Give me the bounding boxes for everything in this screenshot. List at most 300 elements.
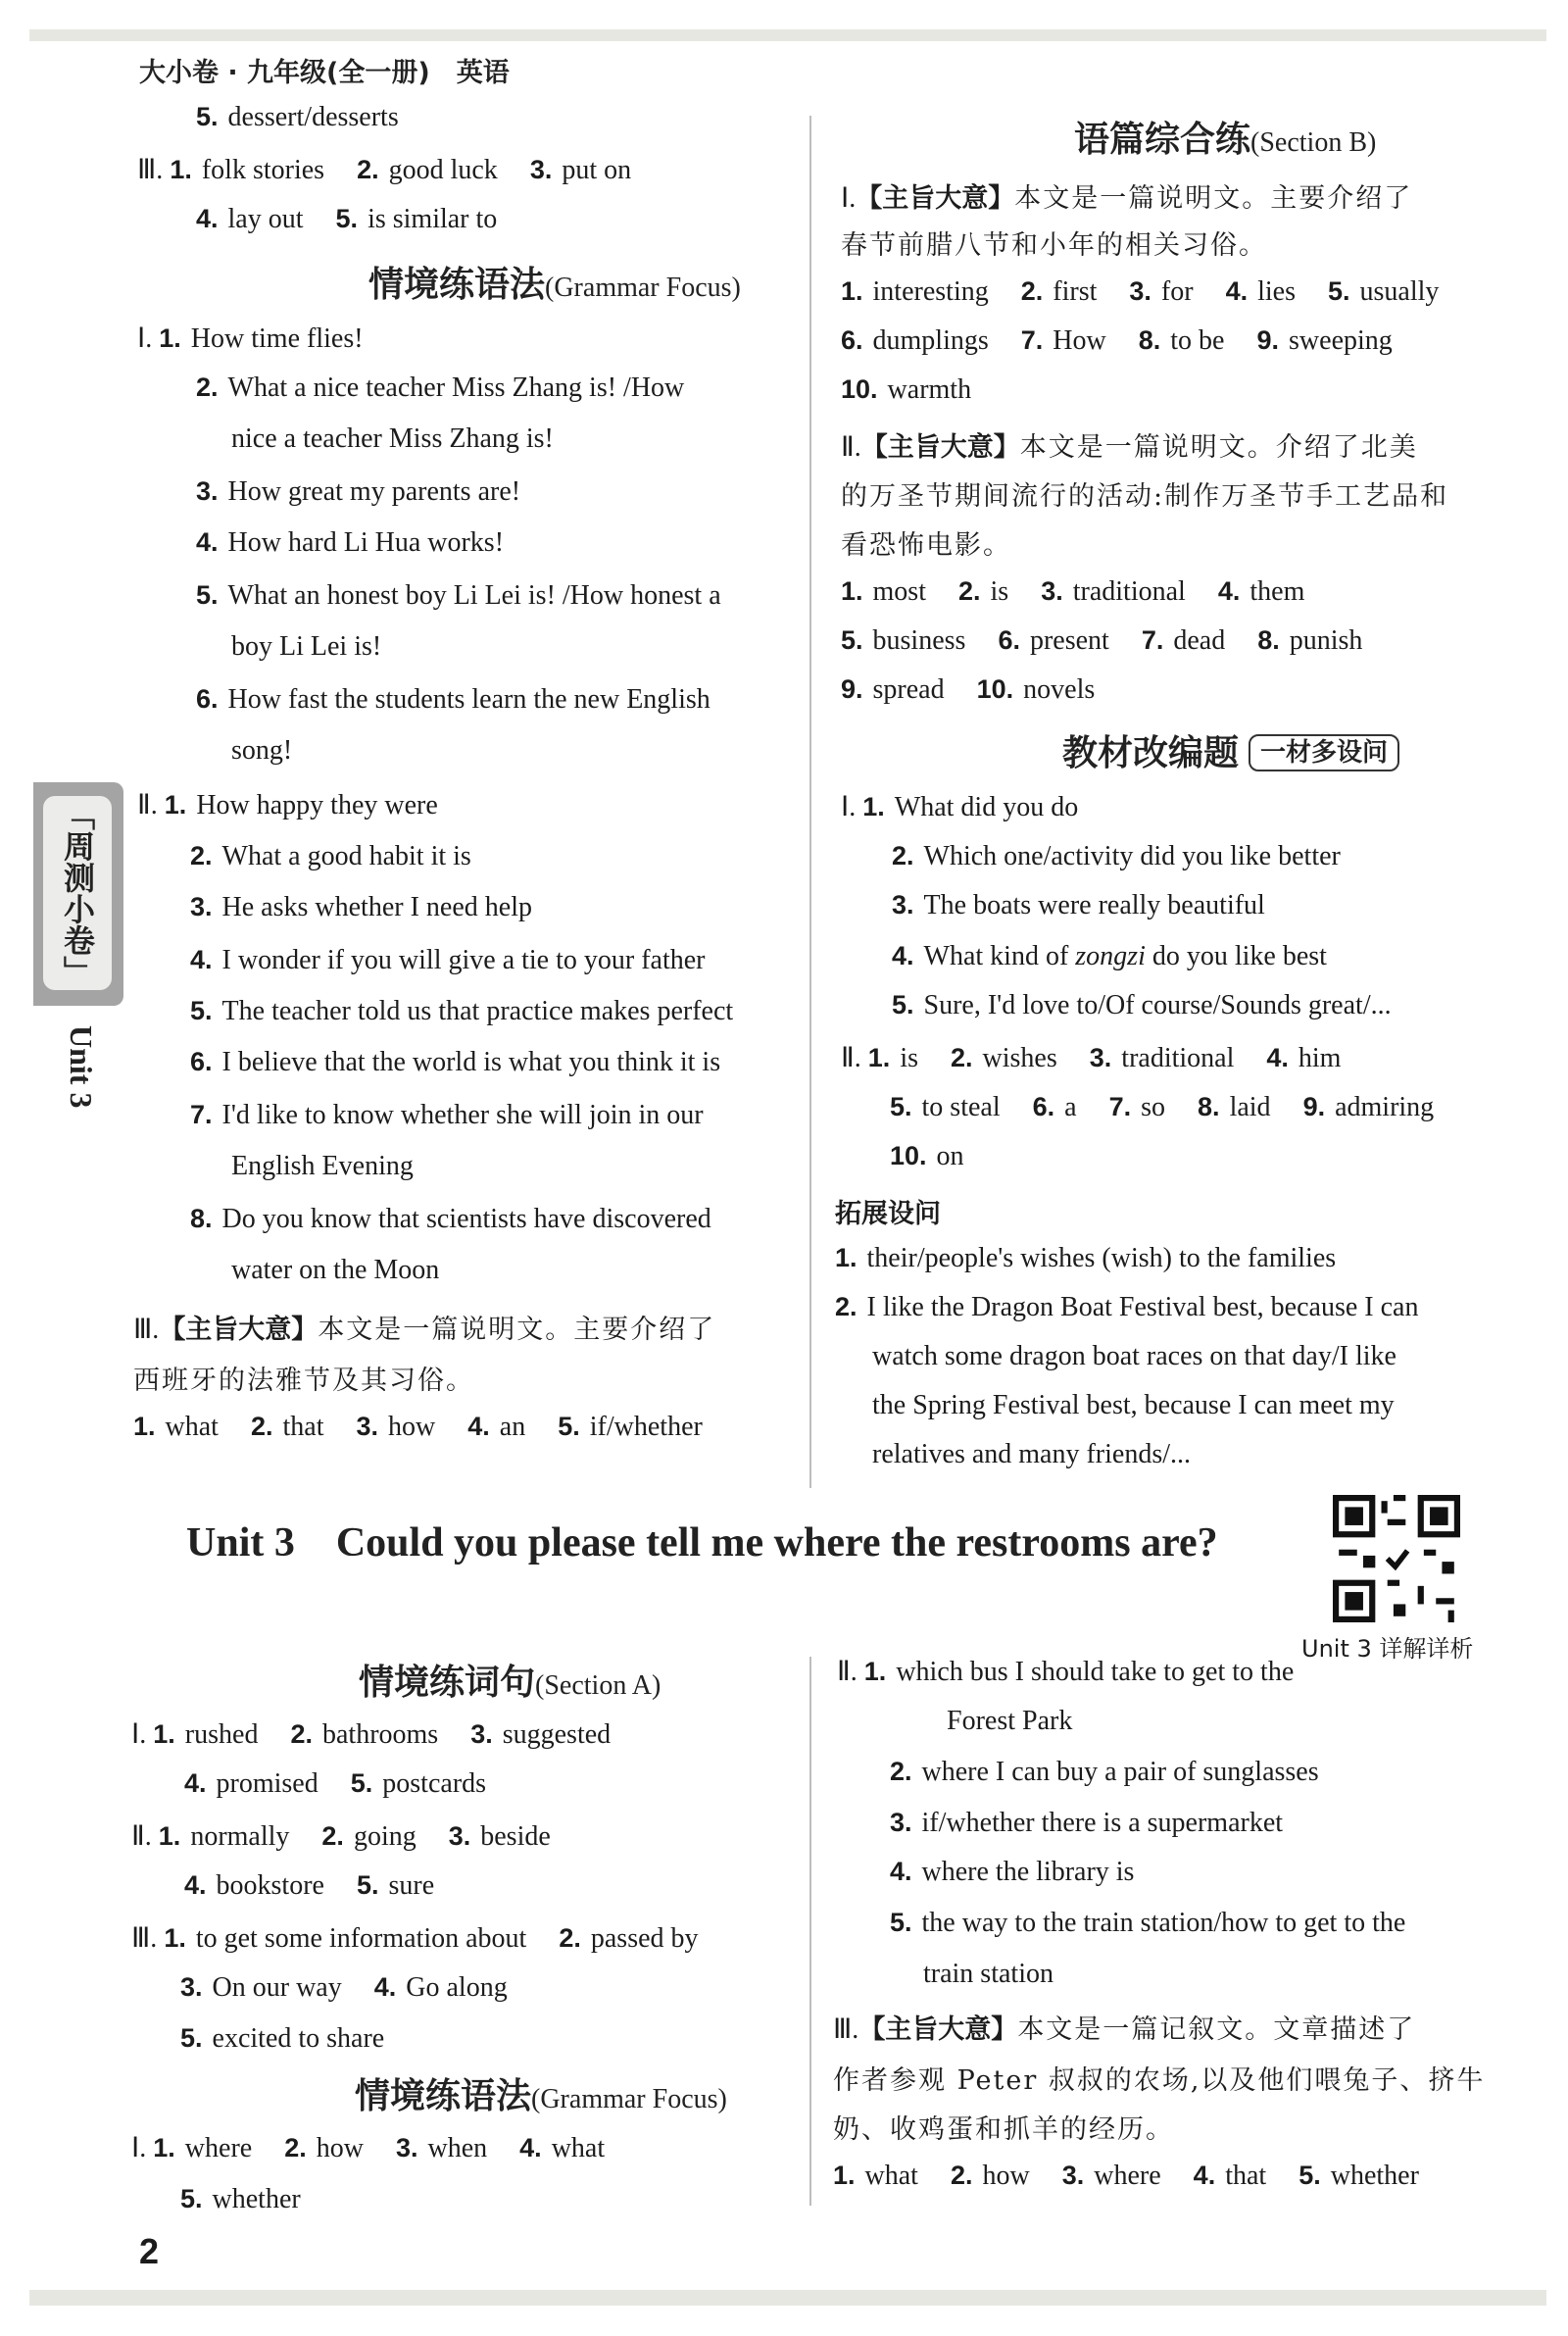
item-number: 4. (890, 1857, 912, 1886)
unit-title: Unit 3 Could you please tell me where the restrooms are? (186, 1520, 1218, 1566)
answer-text: most (872, 576, 926, 607)
answer-line (184, 1768, 512, 1800)
item-number: 7. (1141, 625, 1164, 655)
item-number: 10. (976, 674, 1014, 704)
answer-text: that (1225, 2161, 1267, 2191)
column-divider-bottom (809, 1657, 811, 2206)
answer-text: an (499, 1412, 526, 1442)
answer-line (184, 1870, 460, 1902)
item-number: 1. (863, 1657, 887, 1686)
item-number: 2. (890, 1757, 912, 1786)
answer-line (835, 1243, 1336, 1274)
item-number: 2. (290, 1719, 313, 1749)
answer-item (1218, 576, 1305, 607)
item-number: 4. (196, 204, 219, 233)
answer-text: how (316, 2133, 364, 2163)
answer-line (890, 1808, 1283, 1839)
answer-item (251, 1412, 324, 1442)
answer-line-continued: relatives and many friends/... (872, 1439, 1192, 1469)
answer-text: 本文是一篇记叙文。文章描述了 (1017, 2014, 1416, 2045)
item-number: 1. (164, 790, 187, 820)
answer-item (1198, 1092, 1271, 1122)
answer-line (890, 1757, 1319, 1788)
answer-text: passed by (590, 1923, 699, 1954)
main-idea-tag: 【主旨大意】 (856, 183, 1015, 214)
answer-item (159, 1821, 290, 1852)
answer-line-continued: song! (231, 735, 293, 766)
answer-item (1303, 1092, 1435, 1122)
item-number: 1. (133, 1412, 156, 1441)
answer-text: where the library is (921, 1857, 1135, 1887)
answer-text: promised (216, 1768, 318, 1799)
answer-text: normally (190, 1821, 290, 1852)
answer-item (1328, 276, 1439, 307)
answer-item (153, 2133, 252, 2163)
answer-text: bathrooms (321, 1719, 439, 1750)
answer-text: dumplings (872, 325, 989, 356)
item-number: 1. (841, 576, 863, 606)
answer-item (868, 1043, 918, 1073)
answer-text: how (982, 2161, 1030, 2191)
answer-item (357, 1412, 436, 1442)
answer-text: do you like best (1145, 941, 1327, 971)
item-number: 5. (335, 204, 359, 233)
part-numeral: Ⅱ. (841, 1043, 861, 1073)
answer-text: 情境练词句 (359, 1663, 536, 1703)
item-number: 1. (835, 1243, 858, 1272)
answer-text: good luck (388, 155, 498, 185)
item-number: 2. (321, 1821, 344, 1851)
answer-text: How (1053, 325, 1106, 356)
item-number: 7. (1108, 1092, 1132, 1121)
answer-text: is similar to (368, 204, 498, 234)
answer-line-continued: train station (923, 1959, 1054, 1989)
answer-line (837, 1655, 1294, 1688)
item-number: 4. (184, 1768, 207, 1798)
answer-item (1194, 2161, 1267, 2191)
answer-item (998, 625, 1108, 656)
extension-title: 拓展设问 (835, 1199, 941, 1229)
summary-line: 看恐怖电影。 (841, 530, 1011, 561)
item-number: 6. (998, 625, 1020, 655)
item-number: 6. (190, 1047, 213, 1076)
main-idea-tag: 【主旨大意】 (858, 2014, 1018, 2045)
answer-text: for (1160, 276, 1194, 307)
item-number: 5. (190, 996, 213, 1025)
answer-text: a (1064, 1092, 1077, 1122)
answer-text: on (936, 1141, 964, 1171)
item-number: 5. (196, 102, 219, 131)
section-heading (1074, 112, 1376, 162)
answer-text: when (427, 2133, 488, 2163)
answer-line (841, 276, 1464, 308)
item-number: 4. (196, 527, 219, 557)
item-number: 1. (158, 1821, 181, 1851)
answer-item (977, 674, 1096, 705)
answer-line (841, 1041, 1366, 1074)
answer-line (835, 1292, 1418, 1323)
answer-item (284, 2133, 364, 2163)
answer-item (1298, 2161, 1419, 2191)
answer-text: excited to share (212, 2023, 385, 2054)
answer-line (180, 2184, 301, 2215)
answer-line (131, 1717, 636, 1751)
answer-item (951, 2161, 1030, 2191)
answer-item (951, 1043, 1057, 1073)
answer-text: novels (1023, 674, 1096, 705)
answer-text: How fast the students learn the new English (227, 684, 710, 715)
answer-text: where (1094, 2161, 1161, 2191)
answer-text: folk stories (201, 155, 325, 185)
answer-text: suggested (502, 1719, 612, 1750)
summary-line (841, 425, 1418, 464)
item-number: 4. (1266, 1043, 1289, 1072)
answer-item (1090, 1043, 1235, 1073)
item-number: 3. (890, 1808, 912, 1837)
answer-text: Sure, I'd love to/Of course/Sounds great/... (923, 990, 1392, 1020)
answer-line (841, 625, 1388, 657)
answer-item (841, 576, 926, 607)
summary-line: 奶、收鸡蛋和抓羊的经历。 (833, 2114, 1174, 2145)
answer-line (196, 204, 522, 235)
item-number: 4. (892, 941, 914, 970)
item-number: 4. (184, 1870, 207, 1900)
answer-item (559, 1923, 698, 1954)
answer-item (133, 1412, 219, 1442)
answer-item (1021, 325, 1106, 356)
item-number: 5. (892, 990, 914, 1019)
answer-text: bookstore (216, 1870, 324, 1901)
item-number: 6. (196, 684, 219, 714)
answer-text: I'd like to know whether she will join in our (221, 1100, 704, 1130)
item-number: 1. (833, 2161, 856, 2190)
answer-item (449, 1821, 551, 1852)
item-number: 1. (841, 276, 863, 306)
answer-text: I believe that the world is what you think it is (221, 1047, 721, 1077)
item-number: 5. (890, 1908, 912, 1937)
answer-line (841, 674, 1120, 706)
answer-item (1139, 325, 1225, 356)
item-number: 8. (1138, 325, 1161, 355)
answer-item (1062, 2161, 1161, 2191)
answer-item (1129, 276, 1193, 307)
item-number: 5. (890, 1092, 912, 1121)
item-number: 8. (1198, 1092, 1220, 1121)
part-numeral: Ⅲ. (833, 2014, 859, 2045)
item-number: 9. (841, 674, 863, 704)
answer-item (558, 1412, 703, 1442)
answer-text: interesting (872, 276, 989, 307)
answer-line (131, 2131, 630, 2164)
item-number: 3. (1089, 1043, 1112, 1072)
item-number: 5. (180, 2023, 203, 2053)
answer-text: to steal (921, 1092, 1001, 1122)
answer-text: to be (1170, 325, 1225, 356)
answer-text: I like the Dragon Boat Festival best, because I can (866, 1292, 1419, 1322)
answer-item (351, 1768, 486, 1799)
item-number: 4. (373, 1972, 397, 2002)
answer-item (336, 204, 498, 234)
answer-text: spread (872, 674, 945, 705)
answer-text: Which one/activity did you like better (923, 841, 1341, 871)
answer-text: admiring (1335, 1092, 1435, 1122)
answer-line (892, 890, 1265, 921)
item-number: 2. (951, 1043, 973, 1072)
answer-text: whether (1330, 2161, 1419, 2191)
answer-line-continued: the Spring Festival best, because I can meet my (872, 1390, 1395, 1420)
section-heading (368, 257, 741, 307)
answer-text: first (1053, 276, 1098, 307)
answer-text: (Grammar Focus) (531, 2084, 727, 2114)
item-number: 2. (284, 2133, 307, 2162)
answer-text: 情境练语法 (368, 265, 546, 305)
answer-line (196, 373, 684, 404)
part-numeral: Ⅲ. (137, 155, 164, 185)
item-number: 3. (1129, 276, 1152, 306)
answer-text: punish (1289, 625, 1363, 656)
item-number: 3. (448, 1821, 471, 1851)
answer-line (190, 841, 471, 872)
answer-text: put on (562, 155, 632, 185)
answer-line-continued: water on the Moon (231, 1255, 440, 1285)
answer-text: sweeping (1289, 325, 1393, 356)
item-number: 4. (1225, 276, 1249, 306)
item-number: 3. (892, 890, 914, 919)
answer-text: (Grammar Focus) (545, 273, 741, 303)
answer-text: 本文是一篇说明文。主要介绍了 (1014, 183, 1413, 214)
answer-item (1266, 1043, 1341, 1073)
item-number: 2. (196, 373, 219, 402)
answer-line (833, 2161, 1445, 2192)
summary-line: 作者参观 Peter 叔叔的农场,以及他们喂兔子、挤牛 (833, 2065, 1486, 2096)
answer-text: present (1029, 625, 1109, 656)
page-header: 大小卷 · 九年级(全一册) 英语 (139, 58, 510, 88)
answer-item (841, 276, 989, 307)
item-number: 2. (190, 841, 213, 870)
side-tab (33, 782, 123, 1006)
part-numeral: Ⅰ. (841, 792, 857, 822)
page-top-border (29, 29, 1546, 41)
answer-text: traditional (1072, 576, 1186, 607)
answer-text: if/whether there is a supermarket (921, 1808, 1284, 1838)
answer-text: which bus I should take to get to the (896, 1657, 1295, 1687)
answer-text: I wonder if you will give a tie to your father (221, 945, 706, 975)
answer-item (519, 2133, 605, 2163)
answer-line (890, 1092, 1459, 1123)
answer-line (137, 788, 438, 821)
item-number: 3. (190, 892, 213, 921)
section-heading (359, 1655, 661, 1705)
answer-text: lay out (227, 204, 304, 234)
answer-item (1033, 1092, 1077, 1122)
answer-text: What did you do (894, 792, 1079, 822)
qr-caption: Unit 3 详解详析 (1301, 1635, 1474, 1663)
answer-line (841, 576, 1330, 608)
item-number: 9. (1256, 325, 1280, 355)
item-number: 4. (1217, 576, 1241, 606)
answer-line (841, 325, 1418, 357)
item-number: 2. (559, 1923, 581, 1953)
answer-line-continued: nice a teacher Miss Zhang is! (231, 423, 554, 454)
answer-line (196, 684, 710, 716)
answer-line-continued: boy Li Lei is! (231, 631, 382, 662)
answer-text: the way to the train station/how to get to the (921, 1908, 1406, 1938)
summary-line: 的万圣节期间流行的活动:制作万圣节手工艺品和 (841, 481, 1449, 512)
answer-item (180, 1972, 342, 2003)
item-number: 9. (1302, 1092, 1326, 1121)
answer-item (321, 1821, 416, 1852)
answer-text: 情境练语法 (355, 2076, 532, 2116)
part-numeral: Ⅰ. (131, 2133, 147, 2163)
item-number: 5. (356, 1870, 379, 1900)
answer-line-continued: Forest Park (947, 1706, 1073, 1736)
item-number: 5. (558, 1412, 580, 1441)
part-numeral: Ⅰ. (841, 183, 857, 214)
answer-text: that (282, 1412, 324, 1442)
answer-item (196, 204, 304, 234)
answer-item (164, 1923, 526, 1954)
part-numeral: Ⅱ. (131, 1821, 152, 1852)
answer-item (1142, 625, 1225, 656)
answer-item (153, 1719, 258, 1750)
part-numeral: Ⅱ. (137, 790, 158, 820)
item-number: 10. (841, 374, 878, 404)
answer-item (184, 1768, 318, 1799)
answer-line (190, 945, 706, 976)
answer-item (1109, 1092, 1165, 1122)
answer-text: How great my parents are! (227, 476, 521, 507)
answer-line (190, 1204, 711, 1235)
answer-text: to get some information about (195, 1923, 527, 1954)
item-number: 2. (892, 841, 914, 870)
answer-line (892, 941, 1327, 972)
section-heading (1062, 725, 1399, 775)
answer-text: dead (1173, 625, 1226, 656)
summary-line: 春节前腊八节和小年的相关习俗。 (841, 230, 1267, 261)
answer-item (958, 576, 1008, 607)
answer-text: going (353, 1821, 416, 1852)
answer-item (841, 325, 989, 356)
answer-item (374, 1972, 508, 2003)
answer-item (841, 674, 945, 705)
item-number: 4. (467, 1412, 490, 1441)
answer-line (892, 990, 1392, 1021)
answer-text: if/whether (589, 1412, 703, 1442)
item-number: 2. (835, 1292, 858, 1321)
answer-text: business (872, 625, 966, 656)
item-number: 4. (190, 945, 213, 974)
answer-text: dessert/desserts (227, 102, 399, 132)
answer-item (357, 1870, 434, 1901)
answer-text: How happy they were (196, 790, 438, 820)
item-number: 1. (170, 155, 192, 184)
answer-text: what (165, 1412, 219, 1442)
item-number: 6. (841, 325, 863, 355)
answer-item (1257, 625, 1362, 656)
item-number: 4. (1193, 2161, 1216, 2190)
section-tag: 一材多设问 (1249, 734, 1399, 771)
main-idea-tag: 【主旨大意】 (860, 432, 1020, 463)
section-heading (355, 2068, 727, 2118)
item-number: 5. (1298, 2161, 1321, 2190)
qr-code-icon[interactable] (1333, 1495, 1460, 1622)
side-tab-label: 「周测小卷」 (43, 796, 112, 990)
answer-line (841, 374, 971, 406)
answer-line (131, 1819, 576, 1853)
answer-line (190, 1100, 704, 1131)
item-number: 1. (159, 323, 181, 353)
answer-text: how (388, 1412, 436, 1442)
answer-text: Do you know that scientists have discovered (221, 1204, 711, 1234)
item-number: 5. (350, 1768, 373, 1798)
answer-text: whether (212, 2184, 301, 2214)
main-idea-tag: 【主旨大意】 (159, 1315, 318, 1345)
answer-line (196, 580, 721, 612)
answer-line (196, 102, 399, 133)
part-numeral: Ⅱ. (841, 432, 861, 463)
item-number: 2. (250, 1412, 273, 1441)
answer-text: him (1298, 1043, 1342, 1073)
answer-line (890, 1141, 964, 1172)
answer-line (133, 1412, 728, 1443)
answer-text: What kind of (923, 941, 1076, 971)
answer-text: How time flies! (190, 323, 364, 354)
item-number: 10. (890, 1141, 927, 1170)
item-number: 2. (958, 576, 981, 606)
part-numeral: Ⅲ. (131, 1923, 158, 1954)
page-bottom-border (29, 2290, 1546, 2306)
answer-item (1041, 576, 1186, 607)
answer-line (137, 322, 364, 355)
answer-item (833, 2161, 918, 2191)
part-numeral: Ⅰ. (131, 1719, 147, 1750)
answer-text: so (1141, 1092, 1166, 1122)
answer-line (190, 996, 733, 1027)
item-number: 5. (180, 2184, 203, 2213)
answer-line (890, 1908, 1405, 1939)
answer-text: laid (1229, 1092, 1271, 1122)
part-numeral: Ⅱ. (837, 1657, 858, 1687)
answer-text: what (864, 2161, 918, 2191)
column-divider-top (809, 116, 811, 1488)
answer-item (1226, 276, 1296, 307)
answer-text: The teacher told us that practice makes perfect (221, 996, 734, 1026)
answer-line (180, 1972, 533, 2004)
answer-text: sure (388, 1870, 435, 1901)
item-number: 8. (1257, 625, 1280, 655)
answer-text: them (1250, 576, 1305, 607)
answer-text: (Section B) (1250, 127, 1377, 158)
answer-text: He asks whether I need help (221, 892, 532, 922)
answer-text: zongzi (1075, 941, 1146, 971)
part-numeral: Ⅰ. (137, 323, 153, 354)
answer-item (890, 1092, 1001, 1122)
item-number: 1. (862, 792, 885, 821)
answer-text: where I can buy a pair of sunglasses (921, 1757, 1319, 1787)
answer-line (131, 1921, 724, 1955)
page-number: 2 (139, 2231, 160, 2271)
item-number: 3. (1061, 2161, 1085, 2190)
item-number: 1. (867, 1043, 891, 1072)
answer-line (190, 1047, 720, 1078)
item-number: 5. (196, 580, 219, 610)
answer-text: 语篇综合练 (1074, 120, 1251, 160)
answer-text: is (990, 576, 1009, 607)
item-number: 3. (356, 1412, 379, 1441)
item-number: 1. (164, 1923, 186, 1953)
item-number: 3. (180, 1972, 203, 2002)
answer-text: How hard Li Hua works! (227, 527, 505, 558)
